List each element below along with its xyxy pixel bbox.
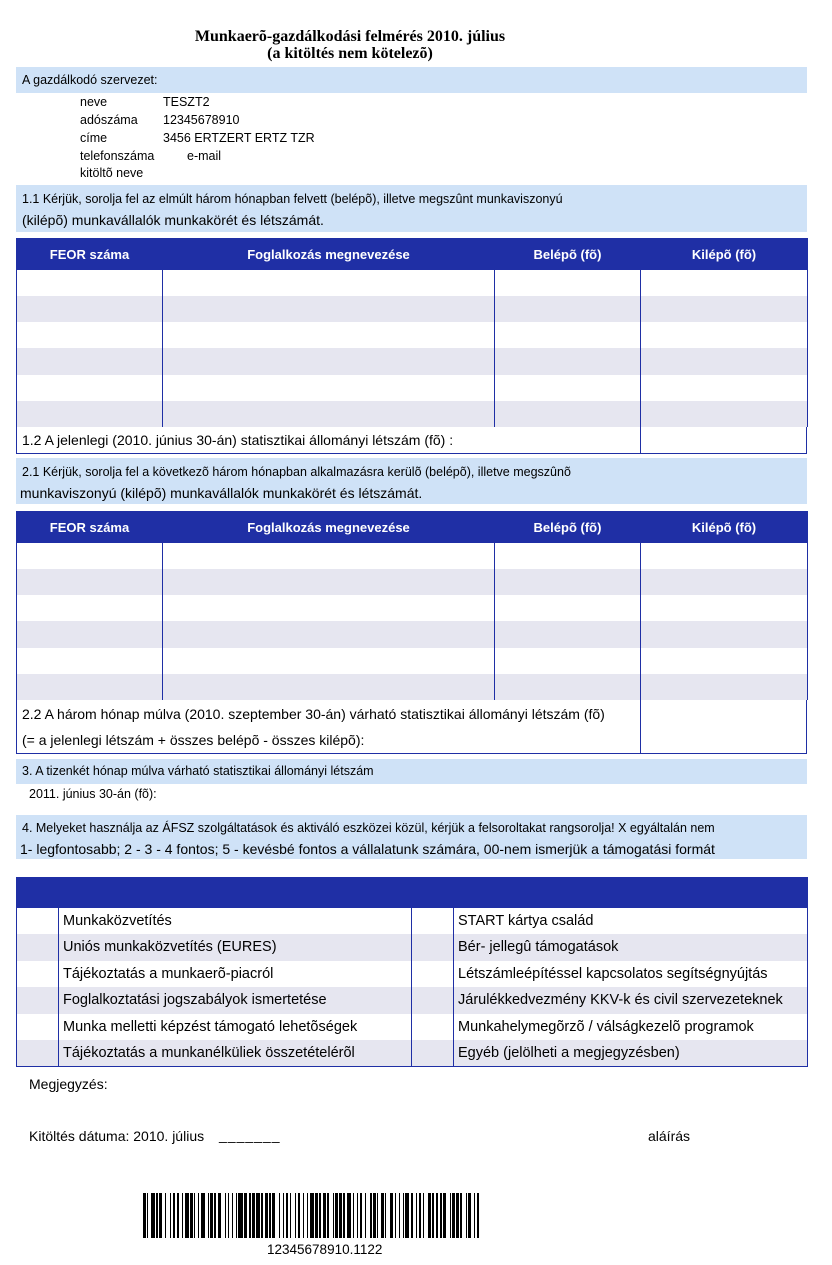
table-row: [17, 348, 808, 374]
leaving-cell[interactable]: [641, 270, 808, 296]
service-col-left: [59, 878, 412, 908]
barcode-number: 12345678910.1122: [267, 1242, 383, 1257]
service-label: START kártya család: [454, 908, 808, 935]
section2-band: [16, 458, 807, 504]
col-feor: FEOR száma: [17, 512, 163, 543]
occupation-cell[interactable]: [163, 270, 495, 296]
entering-cell[interactable]: [495, 270, 641, 296]
feor-cell[interactable]: [17, 569, 163, 595]
occupation-cell[interactable]: [163, 401, 495, 427]
service-label: Munka melletti képzést támogató lehetõségek: [59, 1014, 412, 1041]
occupation-cell[interactable]: [163, 569, 495, 595]
services-table: [16, 877, 808, 1067]
service-label: Tájékoztatás a munkanélküliek összetételérõl: [59, 1040, 412, 1067]
rank-input[interactable]: [17, 1040, 59, 1067]
feor-cell[interactable]: [17, 648, 163, 674]
barcode: [143, 1193, 585, 1238]
service-label: Tájékoztatás a munkaerõ-piacról: [59, 961, 412, 988]
section1-total-label: 1.2 A jelenlegi (2010. június 30-án) statisztikai állományi létszám (fõ) :: [22, 432, 454, 448]
occupation-cell[interactable]: [163, 543, 495, 569]
table-row: [17, 1014, 808, 1041]
rank-input[interactable]: [412, 1040, 454, 1067]
occupation-cell[interactable]: [163, 621, 495, 647]
feor-cell[interactable]: [17, 375, 163, 401]
table-row: [17, 934, 808, 961]
rank-col-left: [17, 878, 59, 908]
feor-cell[interactable]: [17, 270, 163, 296]
table-row: [17, 1040, 808, 1067]
rank-col-right: [412, 878, 454, 908]
rank-input[interactable]: [412, 961, 454, 988]
service-label: Uniós munkaközvetítés (EURES): [59, 934, 412, 961]
feor-cell[interactable]: [17, 674, 163, 700]
date-blank[interactable]: _______: [219, 1127, 281, 1143]
date-label: Kitöltés dátuma: 2010. július: [29, 1128, 205, 1144]
rank-input[interactable]: [17, 987, 59, 1014]
section4-line1: 4. Melyeket használja az ÁFSZ szolgáltatások és aktiváló eszközei közül, kérjük a felsoroltakat rangsorolja! X egyáltalán nem: [22, 821, 715, 835]
section2-table: [16, 511, 808, 700]
table-row: [17, 648, 808, 674]
leaving-cell[interactable]: [641, 569, 808, 595]
section1-total-row: [16, 427, 807, 454]
org-address-value: 3456 ERTZERT ERTZ TZR: [163, 131, 315, 145]
entering-cell[interactable]: [495, 648, 641, 674]
occupation-cell[interactable]: [163, 648, 495, 674]
rank-input[interactable]: [17, 934, 59, 961]
section2-total-value[interactable]: [640, 700, 806, 753]
section1-total-value[interactable]: [640, 427, 806, 453]
feor-cell[interactable]: [17, 296, 163, 322]
form-title: Munkaerõ-gazdálkodási felmérés 2010. július: [194, 28, 506, 45]
occupation-cell[interactable]: [163, 375, 495, 401]
org-name-label: neve: [80, 95, 108, 109]
entering-cell[interactable]: [495, 401, 641, 427]
section1-line2: (kilépõ) munkavállalók munkakörét és létszámát.: [22, 212, 324, 228]
section1-band: [16, 185, 807, 232]
table-row: [17, 375, 808, 401]
col-feor: FEOR száma: [17, 239, 163, 270]
service-label: Létszámleépítéssel kapcsolatos segítségnyújtás: [454, 961, 808, 988]
entering-cell[interactable]: [495, 322, 641, 348]
occupation-cell[interactable]: [163, 595, 495, 621]
section2-total-label-2: (= a jelenlegi létszám + összes belépõ - összes kilépõ):: [22, 732, 365, 748]
feor-cell[interactable]: [17, 543, 163, 569]
organization-band: [16, 67, 807, 93]
notes-label: Megjegyzés:: [29, 1076, 108, 1092]
service-label: Munkahelymegõrzõ / válságkezelõ programok: [454, 1014, 808, 1041]
feor-cell[interactable]: [17, 595, 163, 621]
org-taxid-value: 12345678910: [163, 113, 240, 127]
table-row: [17, 987, 808, 1014]
table-row: [17, 401, 808, 427]
org-email-label: e-mail: [187, 149, 222, 163]
rank-input[interactable]: [17, 908, 59, 935]
entering-cell[interactable]: [495, 595, 641, 621]
entering-cell[interactable]: [495, 348, 641, 374]
leaving-cell[interactable]: [641, 595, 808, 621]
col-occupation: Foglalkozás megnevezése: [163, 239, 495, 270]
service-label: Foglalkoztatási jogszabályok ismertetése: [59, 987, 412, 1014]
feor-cell[interactable]: [17, 322, 163, 348]
rank-input[interactable]: [17, 961, 59, 988]
service-col-right: [454, 878, 808, 908]
rank-input[interactable]: [412, 1014, 454, 1041]
occupation-cell[interactable]: [163, 322, 495, 348]
table-row: [17, 296, 808, 322]
entering-cell[interactable]: [495, 569, 641, 595]
leaving-cell[interactable]: [641, 375, 808, 401]
leaving-cell[interactable]: [641, 621, 808, 647]
org-phone-label: telefonszáma: [80, 149, 155, 163]
table-row: [17, 270, 808, 296]
rank-input[interactable]: [412, 934, 454, 961]
col-leaving: Kilépõ (fõ): [641, 239, 808, 270]
table-row: [17, 961, 808, 988]
org-name-value: TESZT2: [163, 95, 210, 109]
leaving-cell[interactable]: [641, 348, 808, 374]
leaving-cell[interactable]: [641, 648, 808, 674]
section2-total-row: [16, 700, 807, 754]
table-row: [17, 543, 808, 569]
rank-input[interactable]: [17, 1014, 59, 1041]
section1-table: [16, 238, 808, 427]
feor-cell[interactable]: [17, 621, 163, 647]
col-entering: Belépõ (fõ): [495, 512, 641, 543]
section4-band: [16, 815, 807, 859]
col-entering: Belépõ (fõ): [495, 239, 641, 270]
organization-section-label: A gazdálkodó szervezet:: [22, 73, 158, 87]
leaving-cell[interactable]: [641, 401, 808, 427]
entering-cell[interactable]: [495, 621, 641, 647]
occupation-cell[interactable]: [163, 296, 495, 322]
leaving-cell[interactable]: [641, 322, 808, 348]
table-row: [17, 621, 808, 647]
entering-cell[interactable]: [495, 674, 641, 700]
org-address-label: címe: [80, 131, 108, 145]
leaving-cell[interactable]: [641, 674, 808, 700]
occupation-cell[interactable]: [163, 348, 495, 374]
rank-input[interactable]: [412, 908, 454, 935]
section1-line1: 1.1 Kérjük, sorolja fel az elmúlt három hónapban felvett (belépõ), illetve megszûnt munkaviszonyú: [22, 192, 563, 206]
section3-line1: 3. A tizenkét hónap múlva várható statisztikai állományi létszám: [22, 764, 374, 778]
service-label: Járulékkedvezmény KKV-k és civil szervezeteknek: [454, 987, 808, 1014]
leaving-cell[interactable]: [641, 296, 808, 322]
table-row: [17, 595, 808, 621]
org-taxid-label: adószáma: [80, 113, 138, 127]
section3-band: [16, 759, 807, 784]
signature-label: aláírás: [648, 1128, 691, 1144]
org-filler-label: kitöltõ neve: [80, 166, 144, 180]
leaving-cell[interactable]: [641, 543, 808, 569]
col-occupation: Foglalkozás megnevezése: [163, 512, 495, 543]
feor-cell[interactable]: [17, 348, 163, 374]
entering-cell[interactable]: [495, 296, 641, 322]
section2-line1: 2.1 Kérjük, sorolja fel a következõ három hónapban alkalmazásra kerülõ (belépõ), illetve megszûnõ: [22, 465, 571, 479]
entering-cell[interactable]: [495, 375, 641, 401]
table-row: [17, 322, 808, 348]
form-subtitle: (a kitöltés nem kötelezõ): [267, 45, 433, 62]
rank-input[interactable]: [412, 987, 454, 1014]
service-label: Egyéb (jelölheti a megjegyzésben): [454, 1040, 808, 1067]
table-row: [17, 908, 808, 935]
occupation-cell[interactable]: [163, 674, 495, 700]
entering-cell[interactable]: [495, 543, 641, 569]
barcode-bar: [477, 1193, 480, 1238]
section2-line2: munkaviszonyú (kilépõ) munkavállalók munkakörét és létszámát.: [20, 485, 423, 501]
service-label: Munkaközvetítés: [59, 908, 412, 935]
service-label: Bér- jellegû támogatások: [454, 934, 808, 961]
table-row: [17, 569, 808, 595]
col-leaving: Kilépõ (fõ): [641, 512, 808, 543]
section4-line2: 1- legfontosabb; 2 - 3 - 4 fontos; 5 - kevésbé fontos a vállalatunk számára, 00-nem ismerjük a támogatási formát: [20, 841, 715, 857]
section3-line2: 2011. június 30-án (fõ):: [29, 787, 157, 801]
table-row: [17, 674, 808, 700]
section2-total-label-1: 2.2 A három hónap múlva (2010. szeptember 30-án) várható statisztikai állományi létszám (fõ): [22, 706, 605, 722]
feor-cell[interactable]: [17, 401, 163, 427]
